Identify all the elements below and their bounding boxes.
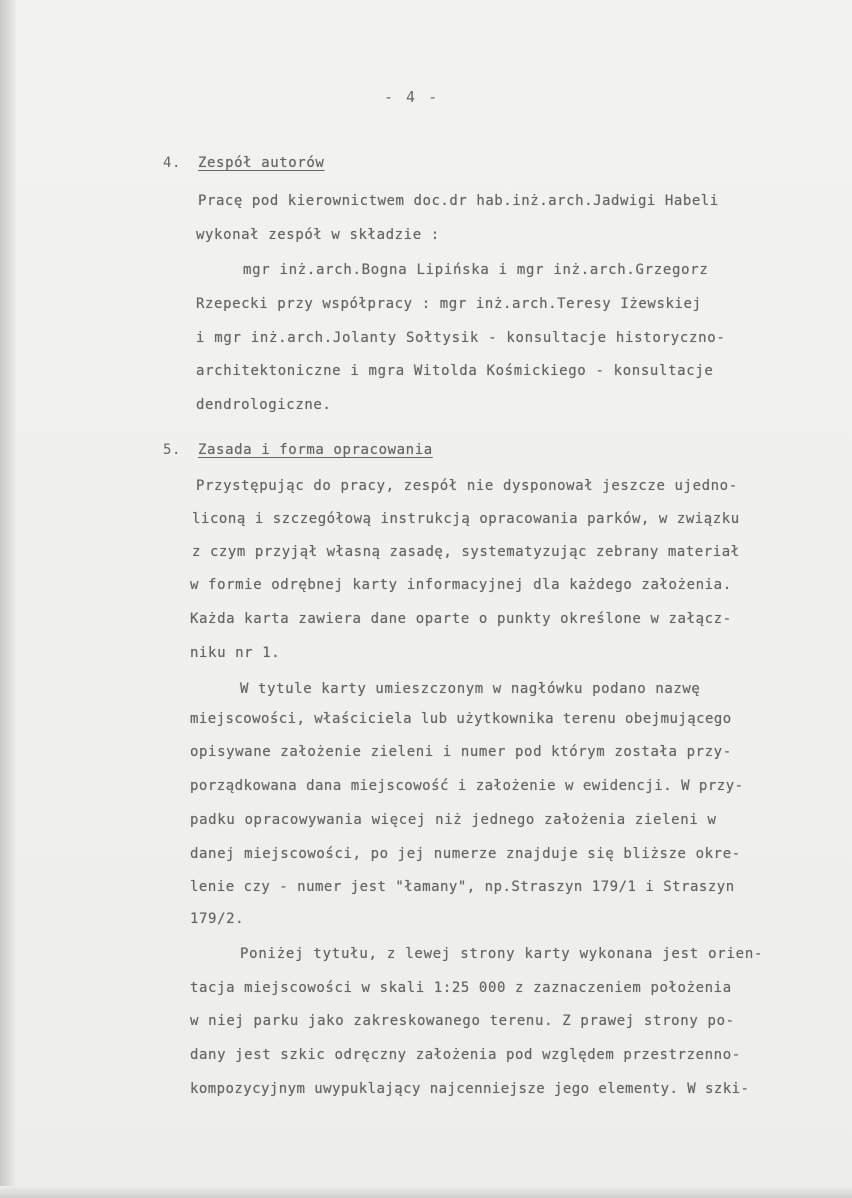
section-5-line: opisywane założenie zieleni i numer pod którym została przy- (190, 744, 732, 760)
section-5-line: tacja miejscowości w skali 1:25 000 z zaznaczeniem położenia (190, 980, 732, 996)
section-4-line: dendrologiczne. (196, 397, 332, 413)
section-4-line: Rzepecki przy współpracy : mgr inż.arch.Teresy Iżewskiej (196, 296, 702, 312)
page-number: - 4 - (384, 88, 440, 106)
section-5-line: z czym przyjął własną zasadę, systematyzując zebrany materiał (192, 544, 740, 560)
section-5-line: padku opracowywania więcej niż jednego założenia zieleni w (190, 812, 717, 828)
section-4-line: i mgr inż.arch.Jolanty Sołtysik - konsultacje historyczno- (196, 330, 726, 346)
section-5-line: W tytule karty umieszczonym w nagłówku podano nazwę (240, 681, 701, 697)
section-5-line: porządkowana dana miejscowość i założenie w ewidencji. W przy- (190, 778, 744, 794)
section-4-line: mgr inż.arch.Bogna Lipińska i mgr inż.arch.Grzegorz (243, 262, 709, 278)
section-5-line: lenie czy - numer jest "łamany", np.Straszyn 179/1 i Straszyn (190, 879, 735, 895)
section-5-line: w niej parku jako zakreskowanego terenu. Z prawej strony po- (190, 1013, 735, 1029)
section-5-line: Każda karta zawiera dane oparte o punkty określone w załącz- (190, 611, 732, 627)
section-5-line: dany jest szkic odręczny założenia pod względem przestrzenno- (190, 1047, 741, 1063)
section-4-number: 4. (163, 155, 182, 171)
section-4-line: architektoniczne i mgra Witolda Kośmickiego - konsultacje (196, 363, 714, 379)
section-4-title: Zespół autorów (198, 155, 325, 171)
section-5-title: Zasada i forma opracowania (198, 442, 433, 458)
section-5-line: liconą i szczegółową instrukcją opracowania parków, w związku (192, 511, 740, 527)
section-5-line: 179/2. (190, 911, 245, 927)
section-5-line: Przystępując do pracy, zespół nie dysponował jeszcze ujedno- (196, 478, 738, 494)
section-5-line: miejscowości, właściciela lub użytkownika terenu obejmującego (190, 711, 732, 727)
section-5-number: 5. (163, 442, 182, 458)
scan-edge-left (0, 0, 16, 1198)
section-5-line: Poniżej tytułu, z lewej strony karty wykonana jest orien- (240, 946, 764, 962)
section-5-line: kompozycyjnym uwypuklający najcenniejsze jego elementy. W szki- (190, 1081, 750, 1097)
section-5-line: w formie odrębnej karty informacyjnej dla każdego założenia. (190, 577, 732, 593)
section-4-line: wykonał zespół w składzie : (196, 227, 440, 243)
scan-edge-bottom (0, 1186, 852, 1198)
section-4-line: Pracę pod kierownictwem doc.dr hab.inż.arch.Jadwigi Habeli (198, 193, 719, 209)
section-5-line: danej miejscowości, po jej numerze znajduje się bliższe okre- (190, 846, 741, 862)
section-5-line: niku nr 1. (190, 645, 281, 661)
